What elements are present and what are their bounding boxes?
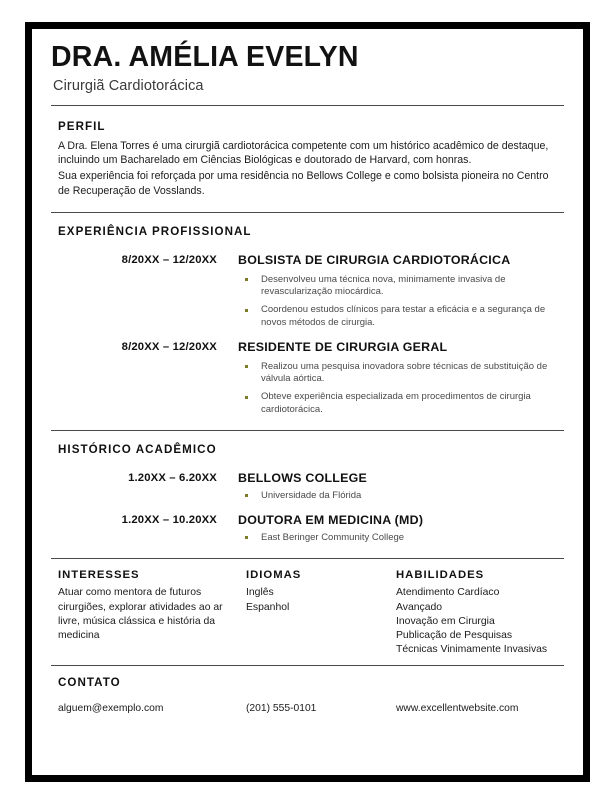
skills-columns xyxy=(32,569,572,665)
column-title-interesses: INTERESSES xyxy=(58,569,140,582)
list-item xyxy=(238,391,572,416)
list-item-text: Realizou uma pesquisa inovadora sobre técnicas de substituição de válvula aórtica. xyxy=(261,360,548,384)
education-title: BELLOWS COLLEGE xyxy=(238,470,368,485)
bullet-dot-icon xyxy=(245,365,248,368)
experience-bullet-list xyxy=(238,274,572,329)
experience-dates: 8/20XX – 12/20XX xyxy=(121,253,217,266)
list-item-text: Universidade da Flórida xyxy=(261,489,362,501)
list-item xyxy=(238,532,572,544)
experience-dates: 8/20XX – 12/20XX xyxy=(121,340,217,353)
section-title-experiencia: EXPERIÊNCIA PROFISSIONAL xyxy=(58,224,252,238)
column-title-idiomas: IDIOMAS xyxy=(246,569,302,582)
contact-phone[interactable]: (201) 555-0101 xyxy=(246,703,317,715)
education-dates: 1.20XX – 6.20XX xyxy=(128,471,217,484)
education-bullet-list xyxy=(238,532,572,544)
list-item xyxy=(238,361,572,386)
habilidade-item: Avançado xyxy=(396,601,443,613)
perfil-paragraph-2: Sua experiência foi reforçada por uma residência no Bellows College e como bolsista pioneira no Centro de Recuperação de Vosslands. xyxy=(58,170,549,197)
column-body-interesses xyxy=(58,586,238,643)
perfil-paragraph-1: A Dra. Elena Torres é uma cirurgiã cardiotorácica competente com um histórico acadêmico de destaque, incluindo um Bacharelado em Ciências Biológicas e doutorado de Harvard, com honras. xyxy=(58,139,549,167)
education-bullet-list xyxy=(238,490,572,502)
education-entry xyxy=(32,514,572,544)
bullet-dot-icon xyxy=(245,309,248,312)
section-title-perfil: PERFIL xyxy=(58,119,106,133)
education-dates: 1.20XX – 10.20XX xyxy=(121,514,217,527)
list-item-text: Obteve experiência especializada em procedimentos de cirurgia cardiotorácica. xyxy=(261,391,531,415)
candidate-role: Cirurgiã Cardiotorácica xyxy=(53,77,204,94)
bullet-dot-icon xyxy=(245,396,248,399)
column-body-habilidades xyxy=(396,586,572,657)
habilidade-item: Atendimento Cardíaco xyxy=(396,587,500,599)
interesses-text: Atuar como mentora de futuros cirurgiões, explorar atividades ao ar livre, música clássica e história da medicina xyxy=(58,587,223,642)
education-title: DOUTORA EM MEDICINA (MD) xyxy=(238,513,424,528)
column-title-habilidades: HABILIDADES xyxy=(396,569,485,582)
habilidade-item: Técnicas Vinimamente Invasivas xyxy=(396,644,548,656)
list-item-text: East Beringer Community College xyxy=(261,531,405,543)
bullet-dot-icon xyxy=(245,536,248,539)
column-interesses xyxy=(58,569,238,643)
experience-bullet-list xyxy=(238,361,572,416)
column-body-idiomas xyxy=(246,586,394,615)
list-item-text: Coordenou estudos clínicos para testar a eficácia e a segurança de novos métodos de cirurgia. xyxy=(261,304,546,328)
list-item xyxy=(238,490,572,502)
contact-website[interactable]: www.excellentwebsite.com xyxy=(396,703,519,715)
bullet-dot-icon xyxy=(245,278,248,281)
section-title-academico: HISTÓRICO ACADÊMICO xyxy=(58,442,217,456)
contact-email[interactable]: alguem@exemplo.com xyxy=(58,703,164,715)
experience-title: RESIDENTE DE CIRURGIA GERAL xyxy=(238,339,448,354)
bullet-dot-icon xyxy=(245,494,248,497)
education-entry xyxy=(32,472,572,502)
experience-entry xyxy=(32,341,572,416)
list-item xyxy=(238,304,572,329)
list-item-text: Desenvolveu uma técnica nova, minimamente invasiva de revascularização miocárdica. xyxy=(261,273,506,297)
resume-content xyxy=(32,26,572,774)
section-title-contato: CONTATO xyxy=(58,676,121,690)
habilidade-item: Inovação em Cirurgia xyxy=(396,615,495,627)
experience-title: BOLSISTA DE CIRURGIA CARDIOTORÁCICA xyxy=(238,252,511,267)
candidate-name: DRA. AMÉLIA EVELYN xyxy=(51,41,359,73)
idioma-item: Inglês xyxy=(246,587,274,599)
habilidade-item: Publicação de Pesquisas xyxy=(396,630,513,642)
column-idiomas xyxy=(246,569,394,615)
column-habilidades xyxy=(396,569,572,657)
experience-entry xyxy=(32,254,572,329)
list-item xyxy=(238,274,572,299)
idioma-item: Espanhol xyxy=(246,601,290,613)
perfil-body xyxy=(32,139,572,198)
